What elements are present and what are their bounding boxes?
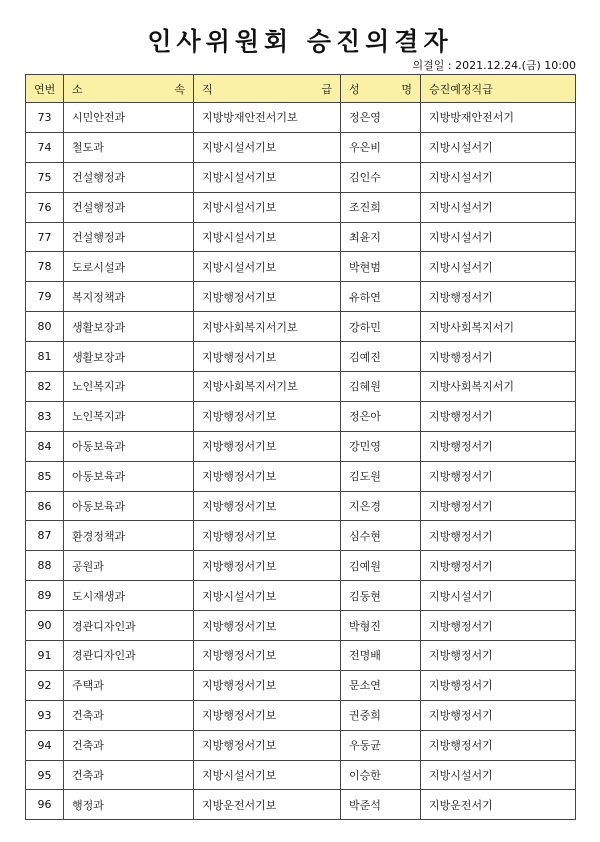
row-name: 조진희 <box>341 192 421 222</box>
row-promoted-rank: 지방시설서기 <box>421 222 576 252</box>
row-promoted-rank: 지방행정서기 <box>421 521 576 551</box>
row-promoted-rank: 지방시설서기 <box>421 192 576 222</box>
row-name: 박현범 <box>341 252 421 282</box>
table-row <box>26 132 576 162</box>
row-no: 74 <box>26 132 64 162</box>
row-name: 김혜원 <box>341 372 421 402</box>
row-department: 복지정책과 <box>64 282 194 312</box>
row-no: 80 <box>26 312 64 342</box>
promotion-table <box>25 74 576 820</box>
row-rank: 지방시설서기보 <box>194 222 341 252</box>
row-promoted-rank: 지방시설서기 <box>421 760 576 790</box>
row-rank: 지방시설서기보 <box>194 132 341 162</box>
row-department: 생활보장과 <box>64 342 194 372</box>
table-row <box>26 670 576 700</box>
row-rank: 지방행정서기보 <box>194 700 341 730</box>
row-name: 김예원 <box>341 551 421 581</box>
row-department: 환경정책과 <box>64 521 194 551</box>
table-row <box>26 760 576 790</box>
row-department: 건설행정과 <box>64 162 194 192</box>
row-name: 김예진 <box>341 342 421 372</box>
table-row <box>26 252 576 282</box>
table-row <box>26 700 576 730</box>
row-name: 전명배 <box>341 641 421 671</box>
row-department: 주택과 <box>64 670 194 700</box>
row-rank: 지방행정서기보 <box>194 342 341 372</box>
row-name: 최윤지 <box>341 222 421 252</box>
row-no: 77 <box>26 222 64 252</box>
row-no: 96 <box>26 790 64 820</box>
table-body <box>26 103 576 820</box>
row-no: 81 <box>26 342 64 372</box>
row-department: 노인복지과 <box>64 372 194 402</box>
row-rank: 지방시설서기보 <box>194 760 341 790</box>
row-no: 91 <box>26 641 64 671</box>
table-row <box>26 730 576 760</box>
row-no: 86 <box>26 491 64 521</box>
row-name: 지은경 <box>341 491 421 521</box>
row-rank: 지방행정서기보 <box>194 491 341 521</box>
row-no: 82 <box>26 372 64 402</box>
table-row <box>26 222 576 252</box>
row-rank: 지방시설서기보 <box>194 162 341 192</box>
row-promoted-rank: 지방방재안전서기 <box>421 103 576 133</box>
row-promoted-rank: 지방행정서기 <box>421 342 576 372</box>
row-promoted-rank: 지방행정서기 <box>421 700 576 730</box>
table-row <box>26 103 576 133</box>
header-no: 연번 <box>26 75 64 103</box>
table-header-row <box>26 75 576 103</box>
row-promoted-rank: 지방행정서기 <box>421 670 576 700</box>
row-rank: 지방행정서기보 <box>194 461 341 491</box>
row-name: 강하민 <box>341 312 421 342</box>
document-title: 인사위원회 승진의결자 <box>147 27 453 56</box>
row-no: 78 <box>26 252 64 282</box>
row-name: 심수현 <box>341 521 421 551</box>
row-name: 이승한 <box>341 760 421 790</box>
row-promoted-rank: 지방행정서기 <box>421 431 576 461</box>
table-row <box>26 611 576 641</box>
row-rank: 지방행정서기보 <box>194 551 341 581</box>
row-rank: 지방행정서기보 <box>194 401 341 431</box>
row-no: 88 <box>26 551 64 581</box>
table-row <box>26 401 576 431</box>
table-row <box>26 461 576 491</box>
row-promoted-rank: 지방행정서기 <box>421 461 576 491</box>
row-rank: 지방시설서기보 <box>194 192 341 222</box>
row-no: 73 <box>26 103 64 133</box>
row-promoted-rank: 지방행정서기 <box>421 491 576 521</box>
row-name: 정은아 <box>341 401 421 431</box>
row-name: 박형진 <box>341 611 421 641</box>
row-department: 행정과 <box>64 790 194 820</box>
row-rank: 지방행정서기보 <box>194 611 341 641</box>
table-row <box>26 491 576 521</box>
row-department: 건설행정과 <box>64 192 194 222</box>
row-no: 85 <box>26 461 64 491</box>
row-rank: 지방행정서기보 <box>194 730 341 760</box>
table-row <box>26 192 576 222</box>
row-rank: 지방방재안전서기보 <box>194 103 341 133</box>
header-name: 성 명 <box>341 75 421 103</box>
row-name: 우동균 <box>341 730 421 760</box>
row-no: 79 <box>26 282 64 312</box>
row-no: 83 <box>26 401 64 431</box>
row-department: 건설행정과 <box>64 222 194 252</box>
row-no: 84 <box>26 431 64 461</box>
row-name: 김인수 <box>341 162 421 192</box>
row-department: 공원과 <box>64 551 194 581</box>
row-promoted-rank: 지방행정서기 <box>421 282 576 312</box>
header-rank: 직 급 <box>194 75 341 103</box>
row-department: 생활보장과 <box>64 312 194 342</box>
row-promoted-rank: 지방시설서기 <box>421 581 576 611</box>
row-name: 김동현 <box>341 581 421 611</box>
row-no: 89 <box>26 581 64 611</box>
table-row <box>26 162 576 192</box>
row-no: 87 <box>26 521 64 551</box>
row-no: 75 <box>26 162 64 192</box>
row-department: 노인복지과 <box>64 401 194 431</box>
row-rank: 지방행정서기보 <box>194 431 341 461</box>
row-department: 아동보육과 <box>64 491 194 521</box>
row-rank: 지방시설서기보 <box>194 252 341 282</box>
row-department: 아동보육과 <box>64 461 194 491</box>
row-department: 도시재생과 <box>64 581 194 611</box>
row-rank: 지방사회복지서기보 <box>194 372 341 402</box>
row-promoted-rank: 지방행정서기 <box>421 401 576 431</box>
table-row <box>26 431 576 461</box>
row-rank: 지방시설서기보 <box>194 581 341 611</box>
row-promoted-rank: 지방사회복지서기 <box>421 372 576 402</box>
row-department: 건축과 <box>64 730 194 760</box>
row-department: 경관디자인과 <box>64 641 194 671</box>
table-row <box>26 342 576 372</box>
row-name: 문소연 <box>341 670 421 700</box>
row-no: 92 <box>26 670 64 700</box>
row-rank: 지방행정서기보 <box>194 282 341 312</box>
row-rank: 지방행정서기보 <box>194 641 341 671</box>
row-no: 94 <box>26 730 64 760</box>
row-name: 우은비 <box>341 132 421 162</box>
row-promoted-rank: 지방행정서기 <box>421 730 576 760</box>
row-no: 93 <box>26 700 64 730</box>
table-row <box>26 551 576 581</box>
row-promoted-rank: 지방행정서기 <box>421 611 576 641</box>
row-promoted-rank: 지방사회복지서기 <box>421 312 576 342</box>
table-row <box>26 282 576 312</box>
row-department: 아동보육과 <box>64 431 194 461</box>
table-row <box>26 581 576 611</box>
row-promoted-rank: 지방행정서기 <box>421 551 576 581</box>
header-promoted-rank: 승진예정직급 <box>421 75 576 103</box>
row-department: 건축과 <box>64 700 194 730</box>
row-promoted-rank: 지방시설서기 <box>421 132 576 162</box>
row-department: 철도과 <box>64 132 194 162</box>
row-name: 유하연 <box>341 282 421 312</box>
row-department: 도로시설과 <box>64 252 194 282</box>
row-name: 권중희 <box>341 700 421 730</box>
row-promoted-rank: 지방시설서기 <box>421 252 576 282</box>
row-no: 95 <box>26 760 64 790</box>
table-row <box>26 790 576 820</box>
row-department: 시민안전과 <box>64 103 194 133</box>
row-rank: 지방운전서기보 <box>194 790 341 820</box>
row-rank: 지방행정서기보 <box>194 521 341 551</box>
table-row <box>26 641 576 671</box>
header-department: 소 속 <box>64 75 194 103</box>
row-no: 90 <box>26 611 64 641</box>
table-row <box>26 372 576 402</box>
row-department: 경관디자인과 <box>64 611 194 641</box>
row-department: 건축과 <box>64 760 194 790</box>
table-row <box>26 521 576 551</box>
row-name: 강민영 <box>341 431 421 461</box>
row-rank: 지방사회복지서기보 <box>194 312 341 342</box>
row-name: 박준석 <box>341 790 421 820</box>
decision-date: 의결일 : 2021.12.24.(금) 10:00 <box>412 59 576 72</box>
row-rank: 지방행정서기보 <box>194 670 341 700</box>
row-promoted-rank: 지방행정서기 <box>421 641 576 671</box>
row-promoted-rank: 지방운전서기 <box>421 790 576 820</box>
row-name: 김도원 <box>341 461 421 491</box>
row-name: 정은영 <box>341 103 421 133</box>
row-no: 76 <box>26 192 64 222</box>
table-row <box>26 312 576 342</box>
row-promoted-rank: 지방시설서기 <box>421 162 576 192</box>
